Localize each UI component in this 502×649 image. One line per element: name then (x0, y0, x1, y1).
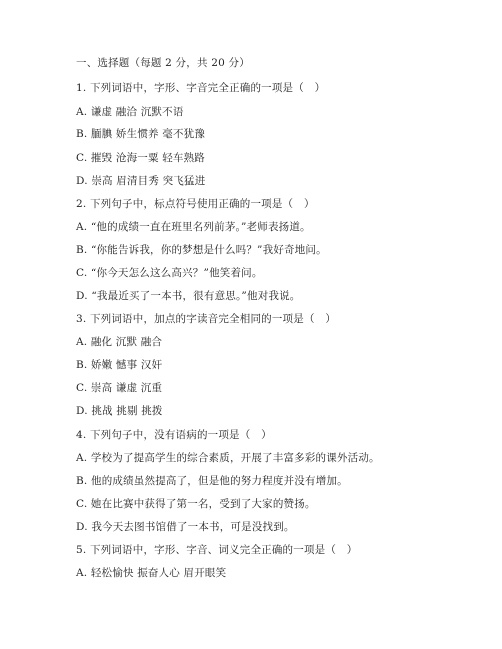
question-3-option-a: A. 融化 沉默 融合 (76, 336, 163, 348)
question-2-option-c: C. “你今天怎么这么高兴？”他笑着问。 (76, 267, 263, 279)
question-1-option-d: D. 崇高 眉清目秀 突飞猛进 (76, 175, 206, 187)
question-4-option-c: C. 她在比赛中获得了第一名，受到了大家的赞扬。 (76, 498, 316, 510)
question-2-option-b: B. “你能告诉我，你的梦想是什么吗？”我好奇地问。 (76, 244, 327, 256)
question-1-option-b: B. 腼腆 娇生惯养 毫不犹豫 (76, 128, 206, 140)
question-5-option-a: A. 轻松愉快 振奋人心 眉开眼笑 (76, 567, 227, 579)
question-5-stem: 5. 下列词语中，字形、字音、词义完全正确的一项是（ ） (76, 544, 358, 556)
question-1-stem: 1. 下列词语中，字形、字音完全正确的一项是（ ） (76, 82, 326, 94)
question-4-option-d: D. 我今天去图书馆借了一本书，可是没找到。 (76, 521, 295, 533)
question-1-option-c: C. 摧毁 沧海一粟 轻车熟路 (76, 152, 206, 164)
question-2-stem: 2. 下列句子中，标点符号使用正确的一项是（ ） (76, 198, 315, 210)
question-1-option-a: A. 谦虚 融洽 沉默不语 (76, 106, 184, 118)
question-2-option-d: D. “我最近买了一本书，很有意思。”他对我说。 (76, 290, 301, 302)
question-4-option-a: A. 学校为了提高学生的综合素质，开展了丰富多彩的课外活动。 (76, 452, 380, 464)
question-4-option-b: B. 他的成绩虽然提高了，但是他的努力程度并没有增加。 (76, 475, 348, 487)
question-2-option-a: A. “他的成绩一直在班里名列前茅。”老师表扬道。 (76, 221, 311, 233)
question-3-option-b: B. 娇嫩 憾事 汉奸 (76, 359, 163, 371)
question-4-stem: 4. 下列句子中，没有语病的一项是（ ） (76, 429, 272, 441)
question-3-option-d: D. 挑战 挑剔 挑拨 (76, 405, 163, 417)
question-3-option-c: C. 崇高 谦虚 沉重 (76, 382, 163, 394)
section-heading: 一、选择题（每题 2 分，共 20 分） (76, 57, 250, 69)
question-3-stem: 3. 下列词语中，加点的字读音完全相同的一项是（ ） (76, 313, 337, 325)
